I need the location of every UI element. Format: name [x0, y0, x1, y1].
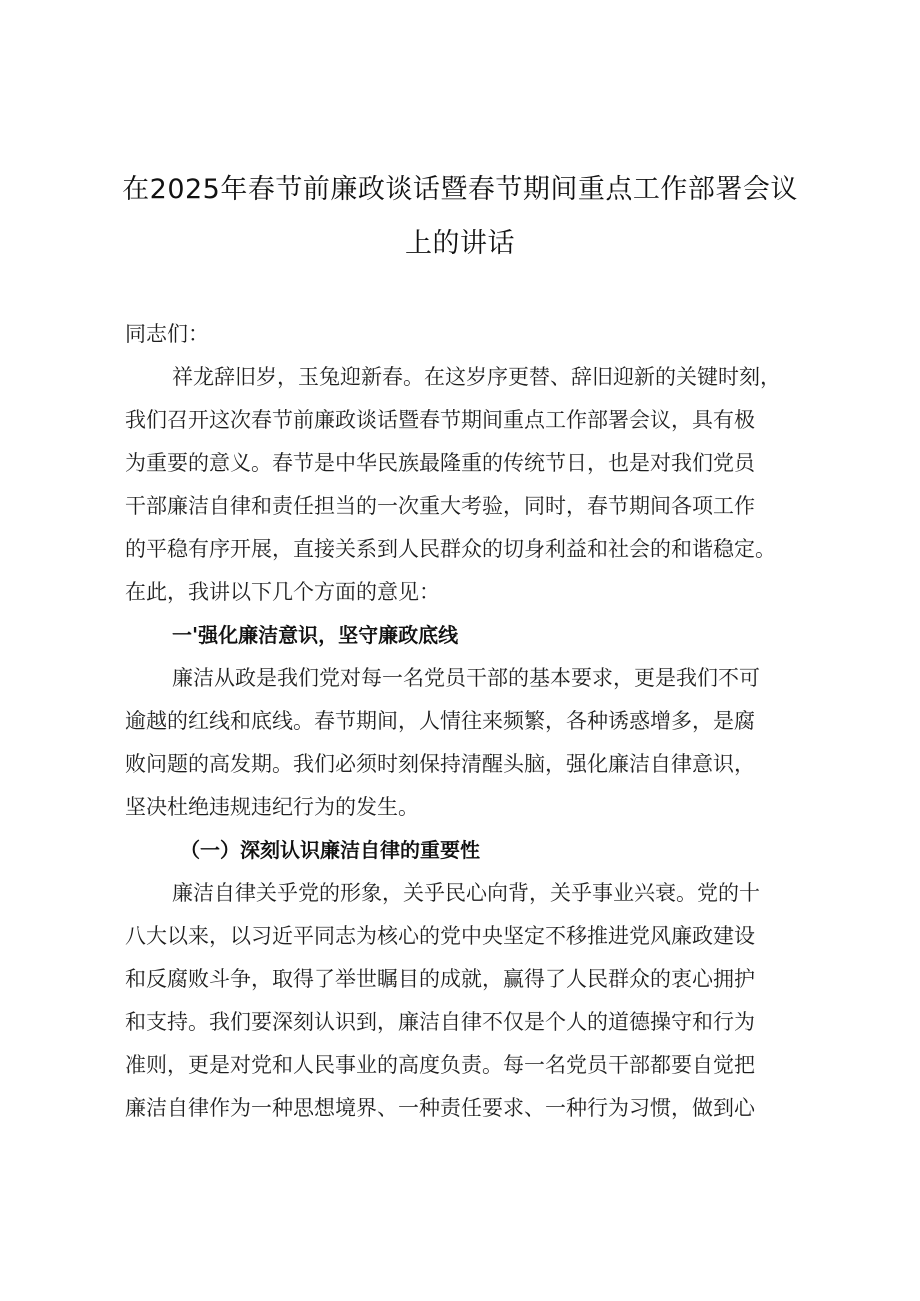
paragraph-1-line: 为重要的意义。春节是中华民族最隆重的传统节日，也是对我们党员 — [125, 451, 755, 475]
paragraph-1-line: 祥龙辞旧岁，玉兔迎新春。在这岁序更替、辞旧迎新的关键时刻， — [172, 365, 781, 389]
paragraph-3-line: 廉洁自律关乎党的形象，关乎民心向背，关乎事业兴衰。党的十 — [172, 881, 760, 905]
paragraph-1-line: 在此，我讲以下几个方面的意见： — [125, 580, 440, 604]
paragraph-3-line: 八大以来，以习近平同志为核心的党中央坚定不移推进党风廉政建设 — [125, 924, 755, 948]
paragraph-1-line: 我们召开这次春节前廉政谈话暨春节期间重点工作部署会议，具有极 — [125, 408, 755, 432]
paragraph-2-line: 逾越的红线和底线。春节期间，人情往来频繁，各种诱惑增多，是腐 — [125, 709, 755, 733]
paragraph-3-line: 和反腐败斗争，取得了举世瞩目的成就，赢得了人民群众的衷心拥护 — [125, 967, 755, 991]
paragraph-2-line: 廉洁从政是我们党对每一名党员干部的基本要求，更是我们不可 — [172, 666, 760, 690]
paragraph-3-line: 廉洁自律作为一种思想境界、一种责任要求、一种行为习惯，做到心 — [125, 1096, 755, 1120]
paragraph-1-line: 的平稳有序开展，直接关系到人民群众的切身利益和社会的和谐稳定。 — [125, 537, 776, 561]
section-heading-1: 一'强化廉洁意识，坚守廉政底线 — [172, 623, 459, 647]
paragraph-2-line: 败问题的高发期。我们必须时刻保持清醒头脑，强化廉洁自律意识， — [125, 752, 755, 776]
paragraph-1-line: 干部廉洁自律和责任担当的一次重大考验，同时，春节期间各项工作 — [125, 494, 755, 518]
salutation: 同志们： — [125, 322, 209, 346]
subsection-heading-1: （一）深刻认识廉洁自律的重要性 — [180, 838, 480, 862]
document-title-line-2: 上的讲话 — [405, 228, 515, 259]
paragraph-3-line: 和支持。我们要深刻认识到，廉洁自律不仅是个人的道德操守和行为 — [125, 1010, 755, 1034]
paragraph-3-line: 准则，更是对党和人民事业的高度负责。每一名党员干部都要自觉把 — [125, 1053, 755, 1077]
document-title-line-1: 在2025年春节前廉政谈话暨春节期间重点工作部署会议 — [122, 174, 798, 205]
paragraph-2-line: 坚决杜绝违规违纪行为的发生。 — [125, 795, 419, 819]
